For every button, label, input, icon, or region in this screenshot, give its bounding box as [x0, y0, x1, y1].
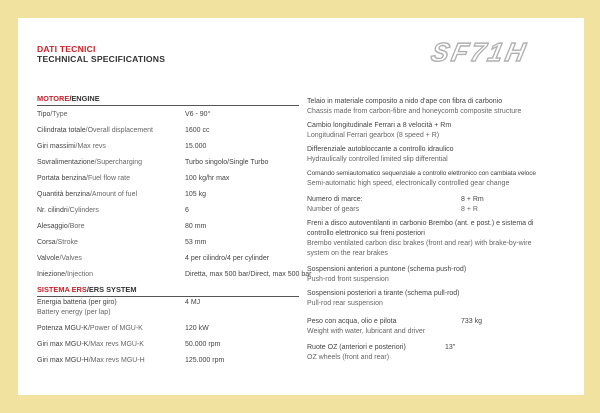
- wheels-value: 13": [445, 344, 456, 351]
- spec-label-it: Giri max MGU-K: [37, 341, 89, 348]
- brakes-block: [307, 219, 577, 259]
- weight-block: [307, 317, 577, 337]
- wheels-block: [307, 343, 577, 363]
- spec-label-it: Nr. cilindri: [37, 207, 68, 214]
- spec-label-it: Quantità benzina: [37, 191, 90, 198]
- spec-label-en: /Cylinders: [67, 207, 99, 214]
- ers-heading-en: /ERS SYSTEM: [86, 285, 137, 294]
- spec-label-it: Giri max MGU-H: [37, 357, 89, 364]
- rear-suspension-block: [307, 289, 577, 309]
- spec-value: 105 kg: [185, 191, 207, 198]
- brakes-it-2: controllo elettronico sui freni posteriori: [307, 230, 425, 237]
- diff-en: Hydraulically controlled limited slip differential: [307, 156, 448, 163]
- chassis-block: [307, 97, 577, 117]
- gears-en: Number of gears: [307, 206, 360, 213]
- weight-value: 733 kg: [461, 318, 483, 325]
- spec-label-en: /Amount of fuel: [89, 191, 138, 198]
- engine-heading-it: MOTORE: [37, 94, 70, 103]
- brakes-it-1: Freni a disco autoventilanti in carbonio Brembo (ant. e post.) e sistema di: [307, 220, 534, 227]
- front-susp-en: Push-rod front suspension: [307, 276, 389, 283]
- gears-it: Numero di marce:: [307, 196, 363, 203]
- spec-label-it: Tipo: [37, 111, 51, 118]
- spec-value: Turbo singolo/Single Turbo: [185, 159, 269, 166]
- spec-label-it: Giri massimi: [37, 143, 76, 150]
- spec-value: 53 mm: [185, 239, 207, 246]
- logo-text: SF71H: [428, 37, 531, 67]
- spec-value: 125.000 rpm: [185, 357, 225, 364]
- ers-section-heading: [37, 285, 299, 297]
- spec-value: 100 kg/hr max: [185, 175, 230, 182]
- spec-label-en: /Max revs MGU-H: [88, 357, 145, 364]
- spec-label-en: /Type: [50, 111, 68, 118]
- rear-susp-en: Pull-rod rear suspension: [307, 300, 383, 307]
- front-susp-it: Sospensioni anteriori a puntone (schema push-rod): [307, 266, 467, 273]
- spec-label-it: Corsa: [37, 239, 56, 246]
- battery-label-it: Energia batteria (per giro): [37, 299, 117, 306]
- semi-en: Semi-automatic high speed, electronically controlled gear change: [307, 180, 510, 187]
- battery-label-en: Battery energy (per lap): [37, 309, 111, 316]
- chassis-it: Telaio in materiale composito a nido d'ape con fibra di carbonio: [307, 98, 503, 105]
- spec-label-en: /Bore: [67, 223, 85, 230]
- wheels-en: OZ wheels (front and rear): [307, 354, 390, 361]
- rear-susp-it: Sospensioni posteriori a tirante (schema pull-rod): [307, 290, 460, 297]
- differential-block: [307, 145, 577, 165]
- engine-heading-en: /ENGINE: [69, 94, 100, 103]
- gears-it-value: 8 + Rm: [461, 196, 484, 203]
- spec-label-it: Valvole: [37, 255, 60, 262]
- spec-label-it: Sovralimentazione: [37, 159, 95, 166]
- spec-label-en: /Valves: [59, 255, 82, 262]
- gears-en-value: 8 + R: [461, 206, 478, 213]
- spec-value: 15.000: [185, 143, 207, 150]
- spec-label-en: /Max revs MGU-K: [88, 341, 144, 348]
- spec-label-en: /Stroke: [55, 239, 78, 246]
- gearbox-en: Longitudinal Ferrari gearbox (8 speed + R): [307, 132, 440, 139]
- title-italian: DATI TECNICI: [37, 44, 96, 54]
- spec-value: 4 MJ: [185, 299, 201, 306]
- spec-label-it: Iniezione: [37, 271, 66, 278]
- spec-label-en: /Power of MGU-K: [87, 325, 143, 332]
- spec-label-it: Potenza MGU-K: [37, 325, 88, 332]
- spec-label-en: /Max revs: [75, 143, 106, 150]
- spec-label-it: Alesaggio: [37, 223, 68, 230]
- spec-value: 4 per cilindro/4 per cylinder: [185, 255, 270, 262]
- engine-section-heading: [37, 94, 299, 106]
- ers-heading-it: SISTEMA ERS: [37, 285, 87, 294]
- spec-value: 50.000 rpm: [185, 341, 221, 348]
- sf71h-logo: [385, 37, 565, 67]
- spec-value: Diretta, max 500 bar/Direct, max 500 bar: [185, 271, 312, 278]
- spec-label-it: Cilindrata totale: [37, 127, 86, 134]
- spec-label-en: /Fuel flow rate: [86, 175, 131, 182]
- gears-block: [307, 195, 577, 215]
- spec-value: 80 mm: [185, 223, 207, 230]
- spec-value: 6: [185, 207, 189, 214]
- spec-label-en: /Injection: [65, 271, 94, 278]
- chassis-en: Chassis made from carbon-fibre and honeycomb composite structure: [307, 108, 522, 115]
- gearbox-block: [307, 121, 577, 141]
- brakes-en-2: system on the rear brakes: [307, 250, 388, 257]
- spec-label-en: /Supercharging: [94, 159, 143, 166]
- brakes-en-1: Brembo ventilated carbon disc brakes (front and rear) with brake-by-wire: [307, 240, 532, 247]
- spec-value: 1600 cc: [185, 127, 210, 134]
- front-suspension-block: [307, 265, 577, 285]
- title-english: TECHNICAL SPECIFICATIONS: [37, 54, 166, 64]
- spec-value: 120 kW: [185, 325, 209, 332]
- wheels-it: Ruote OZ (anteriori e posteriori): [307, 344, 406, 351]
- gearchange-block: [307, 169, 577, 189]
- weight-it: Peso con acqua, olio e pilota: [307, 318, 397, 325]
- spec-card: [18, 18, 584, 395]
- gearbox-it: Cambio longitudinale Ferrari a 8 velocità + Rm: [307, 122, 452, 129]
- spec-label-en: /Overall displacement: [85, 127, 153, 134]
- weight-en: Weight with water, lubricant and driver: [307, 328, 426, 335]
- spec-value: V6 - 90°: [185, 111, 211, 118]
- diff-it: Differenziale autobloccante a controllo idraulico: [307, 146, 454, 153]
- spec-label-it: Portata benzina: [37, 175, 87, 182]
- semi-it: Comando semiautomatico sequenziale a controllo elettronico con cambiata veloce: [307, 170, 536, 177]
